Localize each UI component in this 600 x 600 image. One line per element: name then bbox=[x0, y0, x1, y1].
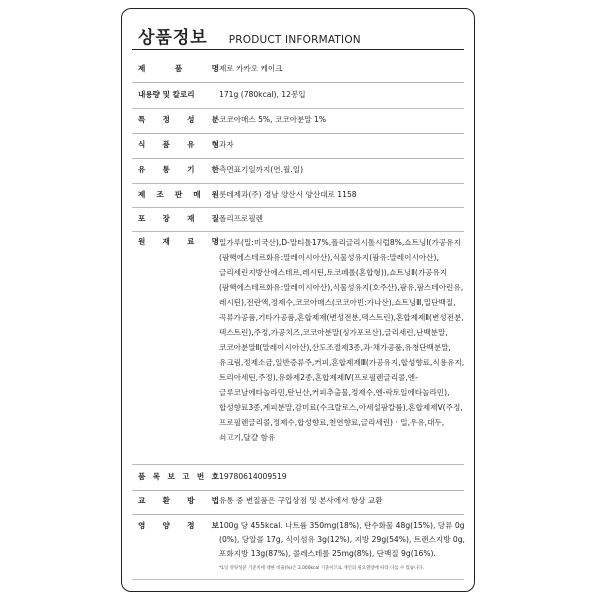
value-volume-calories: 171g (780kcal), 12봉입 bbox=[219, 90, 306, 99]
row-divider bbox=[132, 158, 464, 159]
row-packaging bbox=[138, 214, 466, 226]
label-exchange: 교 환 방 법 bbox=[138, 496, 219, 505]
value-special-ingredients: 코코아매스 5%, 코코아분말 1% bbox=[219, 115, 327, 124]
label-nutrition: 영 양 정 보 bbox=[138, 521, 219, 530]
row-product-name bbox=[138, 64, 466, 76]
row-divider bbox=[132, 133, 464, 134]
row-special-ingredients bbox=[138, 115, 466, 127]
value-product-name: 제로 카카오 케이크 bbox=[219, 64, 283, 73]
label-manufacturer: 제 조 판 매 원 bbox=[138, 190, 219, 199]
header-divider bbox=[132, 49, 464, 50]
label-ingredients: 원 재 료 명 bbox=[138, 237, 219, 246]
card-header bbox=[138, 23, 361, 48]
row-divider bbox=[132, 108, 464, 109]
value-exchange: 유통 중 변질품은 구입상점 및 본사에서 항상 교환 bbox=[219, 496, 383, 505]
value-food-type: 과자 bbox=[219, 140, 234, 149]
row-volume-calories bbox=[138, 90, 466, 102]
value-nutrition: 100g 당 455kcal. 나트륨 350mg(18%), 탄수화물 48g(15%), 당류 0g (0%), 당알콜 17g, 식이섬유 3g(12%), 지방 29g(54%), 트랜스지방 0g, 포화지방 13g(87%), 콜레스테롤 25mg(8%), 단백질 9g(16%). bbox=[219, 521, 465, 558]
label-product-name: 제 품 명 bbox=[138, 64, 219, 73]
title-korean: 상품정보 bbox=[138, 28, 208, 48]
value-ingredients: 밀가루(밀:미국산),D-말티톨17%,폴리글리시톨시럽8%,쇼트닝Ⅰ(가공유지(팜핵에스테르화유:말레이시아산),식물성유지(팜유:말레이시아산),글리세린지방산에스테르,레시틴,토코페롤(혼합형)),쇼트닝Ⅱ(가공유지(팜핵에스테르화유:말레이시아산),식물성유지(호주산),팜유,팜스테아린유,레시틴),전란액,정제수,코코아매스(코코아빈:가나산),쇼트닝Ⅲ,밀단백질,곡류가공품,기타가공품,혼합제제(변성전분,덱스트린),혼합제제Ⅱ(변성전분,덱스트린),주정,가공치즈,코코아분말(싱가포르산),글리세린,난백분말,코코아분말Ⅱ(말레이시아산),산도조절제3종,과·채가공품,유청단백분말,유크림,정제소금,일반증류주,커피,혼합제제Ⅲ(가공유지,합성향료,식용유지,트리아세틴,주정),유화제2종,혼합제제Ⅳ(프로필렌글리콜,엔-글루코날에타놀라민,탄닌산,커피추출물,정제수,엔-락토일에타놀라민),합성향료3종,계피분말,감미료(수크랄로스,아세설팜칼륨),혼합제제Ⅴ(주정,프로필렌글리콜,정제수,합성향료,천연향료,글리세린) · 밀,우유,대두,쇠고기,달걀 함유 bbox=[219, 238, 465, 442]
value-report-number: 19780614009519 bbox=[219, 472, 287, 481]
row-food-type bbox=[138, 140, 466, 152]
row-manufacturer bbox=[138, 190, 466, 202]
value-manufacturer: 롯데제과(주) 경남 양산시 양산대로 1158 bbox=[219, 190, 357, 199]
row-divider bbox=[132, 490, 464, 491]
title-english: PRODUCT INFORMATION bbox=[228, 34, 361, 46]
label-volume-calories: 내용량 및 칼로리 bbox=[138, 90, 195, 99]
row-divider bbox=[132, 183, 464, 184]
row-exchange bbox=[138, 496, 466, 508]
row-expiry bbox=[138, 165, 466, 177]
row-report-number bbox=[138, 472, 466, 484]
row-divider bbox=[132, 207, 464, 208]
label-report-number: 품 목 보 고 번 호 bbox=[138, 472, 219, 481]
row-ingredients bbox=[138, 237, 466, 445]
row-divider bbox=[132, 514, 464, 515]
label-packaging: 포 장 재 질 bbox=[138, 214, 219, 223]
label-special-ingredients: 특 정 성 분 bbox=[138, 115, 219, 124]
row-divider bbox=[132, 464, 464, 465]
row-divider bbox=[132, 231, 464, 232]
label-expiry: 유 통 기 한 bbox=[138, 165, 219, 174]
row-divider bbox=[132, 579, 464, 580]
value-expiry: 측면표기일까지(연.월.일) bbox=[219, 165, 304, 174]
row-nutrition bbox=[138, 521, 466, 561]
nutrition-note: *1일 영양성분 기준치에 대한 비율(%)은 2,000kcal 기준이므로 개인의 필요열량에 따라 다를 수 있습니다. bbox=[219, 566, 424, 571]
value-packaging: 폴리프로필렌 bbox=[219, 214, 264, 223]
row-divider bbox=[132, 82, 464, 83]
label-food-type: 식 품 유 형 bbox=[138, 140, 219, 149]
product-info-card bbox=[121, 8, 475, 592]
